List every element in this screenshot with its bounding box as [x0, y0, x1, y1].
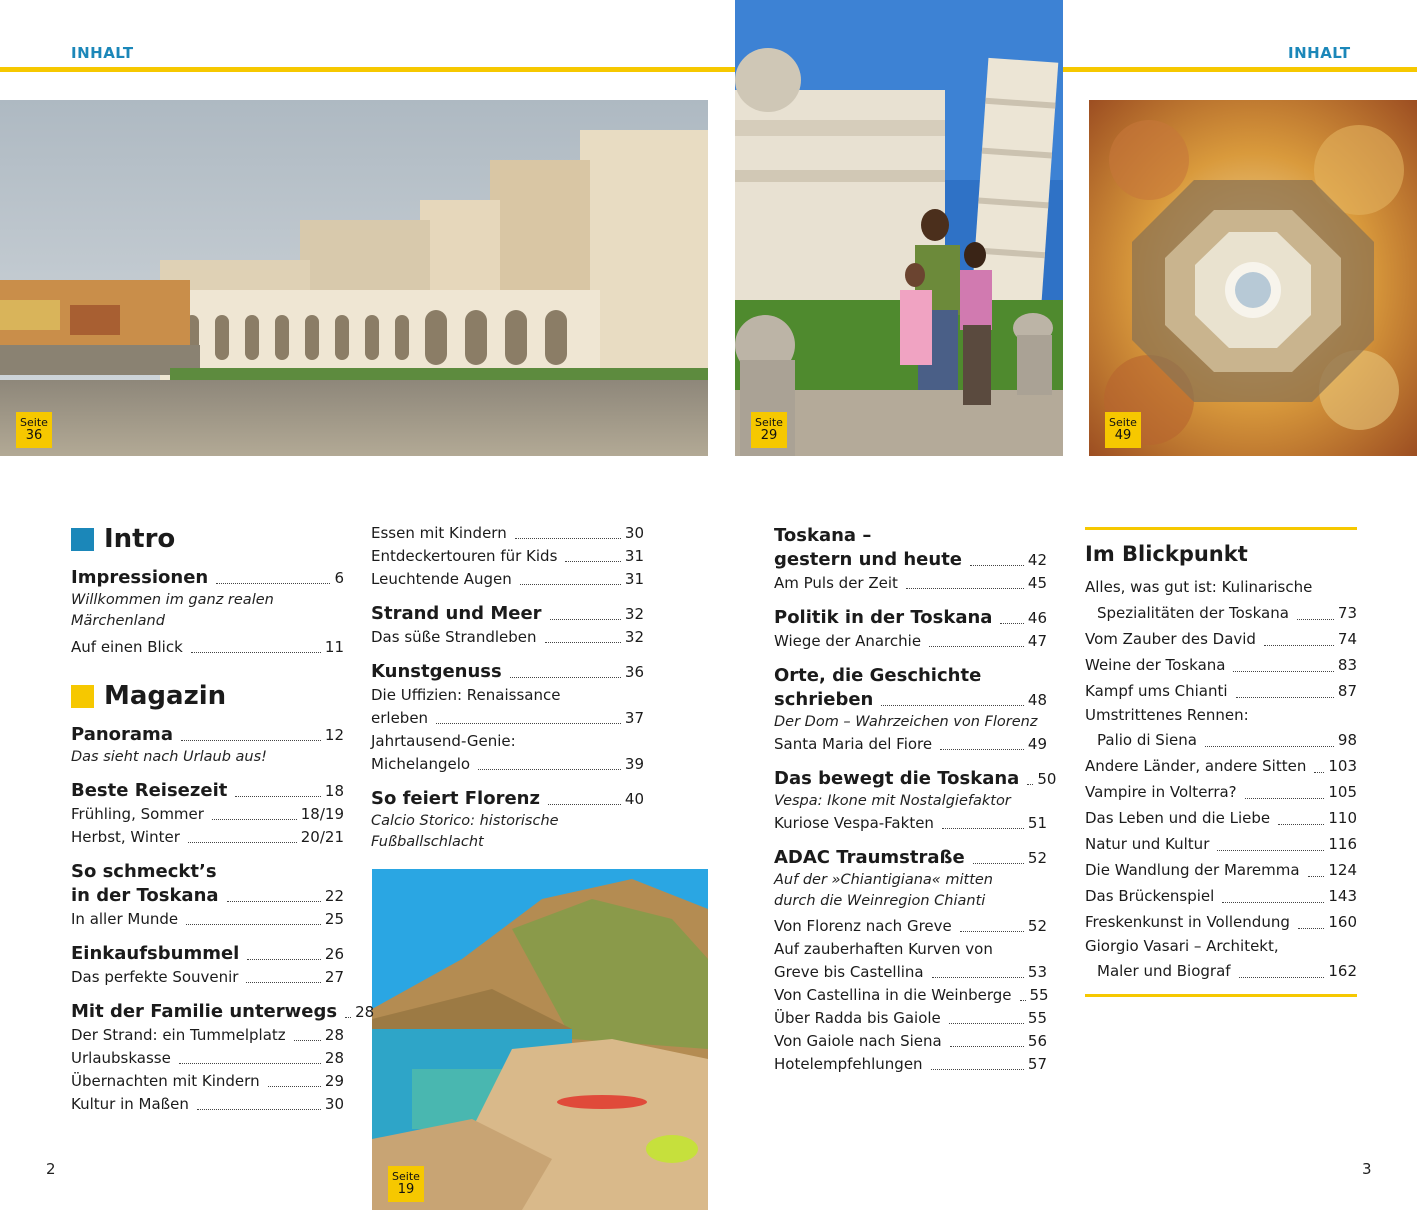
entry-page: 47: [1027, 632, 1047, 650]
toc-entry-beste-reisezeit[interactable]: [71, 779, 344, 803]
entry-label: Die Wandlung der Maremma: [1085, 861, 1300, 879]
toc-entry-kultur-in-massen[interactable]: [71, 1093, 344, 1116]
toc-column-3: [774, 524, 1057, 1087]
entry-label: Am Puls der Zeit: [774, 574, 898, 592]
entry-label: Andere Länder, andere Sitten: [1085, 757, 1307, 775]
toc-entry-bewegt[interactable]: [774, 767, 1057, 791]
entry-page: 11: [324, 638, 344, 656]
toc-entry-santa-maria[interactable]: [774, 733, 1047, 756]
entry-subtitle: Das sieht nach Urlaub aus!: [71, 749, 267, 765]
toc-entry-uffizien[interactable]: [371, 707, 644, 730]
entry-subtitle: Willkommen im ganz realen: [71, 592, 274, 608]
toc-entry-brueckenspiel[interactable]: [1085, 883, 1357, 909]
entry-page: 22: [324, 887, 344, 905]
entry-label: Übernachten mit Kindern: [71, 1072, 260, 1090]
toc-entry-strand-und-meer[interactable]: [371, 602, 644, 626]
entry-label: Vom Zauber des David: [1085, 630, 1256, 648]
toc-entry-fruehling-sommer[interactable]: [71, 803, 344, 826]
yellow-rule-right: [1063, 67, 1417, 72]
toc-entry-familie[interactable]: [71, 1000, 375, 1024]
toc-entry-hotelempfehlungen[interactable]: [774, 1053, 1047, 1076]
entry-label: Weine der Toskana: [1085, 656, 1226, 674]
toc-entry-impressionen[interactable]: [71, 566, 344, 590]
entry-label: Giorgio Vasari – Architekt,: [1085, 937, 1279, 955]
entry-page: 18/19: [300, 805, 344, 823]
entry-title: schrieben: [774, 689, 874, 710]
entry-label: Maler und Biograf: [1097, 962, 1231, 980]
blue-square-icon: [71, 528, 94, 551]
entry-label: Das süße Strandleben: [371, 628, 537, 646]
photo-dome-fresco: [1089, 100, 1417, 456]
entry-label: Kuriose Vespa-Fakten: [774, 814, 934, 832]
entry-title: in der Toskana: [71, 885, 219, 906]
entry-page: 40: [624, 790, 644, 808]
entry-label: Santa Maria del Fiore: [774, 735, 933, 753]
entry-page: 49: [1027, 735, 1047, 753]
toc-entry-david[interactable]: [1085, 626, 1357, 652]
toc-entry-toskana-gestern[interactable]: [774, 548, 1047, 572]
entry-title: ADAC Traumstraße: [774, 847, 965, 868]
badge-page: 36: [25, 428, 43, 443]
entry-page: 45: [1027, 574, 1047, 592]
toc-entry-maremma[interactable]: [1085, 857, 1357, 883]
toc-entry-greve-castellina[interactable]: [774, 961, 1047, 984]
entry-subtitle: Vespa: Ikone mit Nostalgiefaktor: [774, 793, 1011, 809]
entry-title: Orte, die Geschichte: [774, 665, 982, 686]
entry-page: 51: [1027, 814, 1047, 832]
toc-entry-vespa-fakten[interactable]: [774, 812, 1047, 835]
entry-page: 46: [1027, 609, 1047, 627]
blickpunkt-top-rule: [1085, 527, 1357, 530]
toc-entry-strandleben[interactable]: [371, 626, 644, 649]
entry-label: Palio di Siena: [1097, 731, 1197, 749]
entry-page: 73: [1337, 604, 1357, 622]
entry-subtitle: durch die Weinregion Chianti: [774, 893, 986, 909]
toc-entry-in-aller-munde[interactable]: [71, 908, 344, 931]
entry-page: 160: [1328, 913, 1357, 931]
entry-title: Beste Reisezeit: [71, 780, 228, 801]
entry-page: 98: [1337, 731, 1357, 749]
entry-title: Politik in der Toskana: [774, 607, 993, 628]
entry-page: 50: [1037, 770, 1057, 788]
entry-label: Wiege der Anarchie: [774, 632, 922, 650]
entry-page: 32: [624, 605, 644, 623]
toc-entry-adac-traumstrasse[interactable]: [774, 846, 1047, 870]
toc-entry-uebernachten[interactable]: [71, 1070, 344, 1093]
entry-label: Das Leben und die Liebe: [1085, 809, 1271, 827]
intro-title: Intro: [104, 524, 176, 554]
entry-title: Panorama: [71, 724, 173, 745]
entry-page: 32: [624, 628, 644, 646]
entry-page: 28: [324, 1026, 344, 1044]
toc-entry-orte-geschichte[interactable]: [774, 688, 1047, 712]
entry-page: 26: [324, 945, 344, 963]
entry-page: 28: [355, 1003, 375, 1021]
entry-page: 162: [1328, 962, 1357, 980]
yellow-rule-left: [0, 67, 735, 72]
entry-page: 57: [1027, 1055, 1047, 1073]
entry-label: Von Castellina in die Weinberge: [774, 986, 1012, 1004]
entry-title: Impressionen: [71, 567, 209, 588]
entry-page: 28: [324, 1049, 344, 1067]
entry-label: Michelangelo: [371, 755, 471, 773]
toc-column-4: [1085, 542, 1357, 984]
entry-page: 110: [1328, 809, 1357, 827]
toc-entry-anarchie[interactable]: [774, 630, 1047, 653]
entry-page: 105: [1328, 783, 1357, 801]
toc-column-1: [71, 524, 375, 1127]
entry-page: 30: [324, 1095, 344, 1113]
toc-entry-souvenir[interactable]: [71, 966, 344, 989]
entry-page: 116: [1328, 835, 1357, 853]
entry-label: Entdeckertouren für Kids: [371, 547, 558, 565]
toc-entry-andere-laender[interactable]: [1085, 753, 1357, 779]
toc-column-2: [371, 522, 644, 864]
entry-page: 87: [1337, 682, 1357, 700]
entry-label: Greve bis Castellina: [774, 963, 924, 981]
toc-entry-leuchtende-augen[interactable]: [371, 568, 644, 591]
magazin-title: Magazin: [104, 681, 227, 711]
entry-page: 31: [624, 570, 644, 588]
toc-entry-kulinarische[interactable]: [1085, 600, 1357, 626]
page-badge-coast: [388, 1166, 424, 1202]
entry-subtitle: Fußballschlacht: [371, 834, 484, 850]
entry-label: Urlaubskasse: [71, 1049, 171, 1067]
toc-entry-palio[interactable]: [1085, 727, 1357, 753]
entry-label: Auf zauberhaften Kurven von: [774, 940, 993, 958]
toc-entry-panorama[interactable]: [71, 723, 344, 747]
badge-label: Seite: [20, 416, 48, 429]
entry-subtitle: Auf der »Chiantigiana« mitten: [774, 872, 993, 888]
badge-label: Seite: [392, 1170, 420, 1183]
entry-page: 6: [334, 569, 344, 587]
entry-label: Alles, was gut ist: Kulinarische: [1085, 578, 1313, 596]
page-number-left: 2: [46, 1160, 56, 1178]
entry-title: Das bewegt die Toskana: [774, 768, 1020, 789]
entry-label: Natur und Kultur: [1085, 835, 1210, 853]
photo-coast-beach: [372, 869, 708, 1210]
entry-subtitle: Calcio Storico: historische: [371, 813, 559, 829]
entry-page: 53: [1027, 963, 1047, 981]
entry-page: 55: [1027, 1009, 1047, 1027]
badge-page: 19: [397, 1182, 415, 1197]
toc-entry-natur-kultur[interactable]: [1085, 831, 1357, 857]
toc-entry-castellina-weinberge[interactable]: [774, 984, 1047, 1007]
entry-label: Herbst, Winter: [71, 828, 180, 846]
entry-page: 103: [1328, 757, 1357, 775]
entry-label: Auf einen Blick: [71, 638, 183, 656]
entry-page: 42: [1027, 551, 1047, 569]
entry-label: Essen mit Kindern: [371, 524, 507, 542]
entry-label: In aller Munde: [71, 910, 179, 928]
entry-label: Von Gaiole nach Siena: [774, 1032, 942, 1050]
toc-entry-kunstgenuss[interactable]: [371, 660, 644, 684]
entry-page: 37: [624, 709, 644, 727]
photo-pisa-tower: [735, 0, 1063, 456]
entry-title: Einkaufsbummel: [71, 943, 240, 964]
entry-label: Von Florenz nach Greve: [774, 917, 952, 935]
toc-entry-entdeckertouren[interactable]: [371, 545, 644, 568]
toc-entry-vasari[interactable]: [1085, 958, 1357, 984]
entry-title: Toskana –: [774, 525, 872, 546]
toc-entry-florenz-greve[interactable]: [774, 915, 1047, 938]
yellow-square-icon: [71, 685, 94, 708]
entry-page: 30: [624, 524, 644, 542]
entry-label: Über Radda bis Gaiole: [774, 1009, 941, 1027]
entry-label: Das Brückenspiel: [1085, 887, 1215, 905]
entry-label: Die Uffizien: Renaissance: [371, 686, 561, 704]
photo-florence-arno: [0, 100, 708, 456]
badge-page: 29: [760, 428, 778, 443]
entry-page: 31: [624, 547, 644, 565]
entry-label: Frühling, Sommer: [71, 805, 204, 823]
entry-page: 55: [1029, 986, 1049, 1004]
entry-title: Mit der Familie unterwegs: [71, 1001, 338, 1022]
entry-label: erleben: [371, 709, 429, 727]
toc-entry-radda-gaiole[interactable]: [774, 1007, 1047, 1030]
entry-page: 48: [1027, 691, 1047, 709]
toc-entry-urlaubskasse[interactable]: [71, 1047, 344, 1070]
entry-page: 83: [1337, 656, 1357, 674]
entry-page: 39: [624, 755, 644, 773]
entry-title: Kunstgenuss: [371, 661, 502, 682]
entry-title: gestern und heute: [774, 549, 963, 570]
entry-page: 25: [324, 910, 344, 928]
toc-entry-politik[interactable]: [774, 606, 1047, 630]
toc-entry-gaiole-siena[interactable]: [774, 1030, 1047, 1053]
entry-subtitle: Der Dom – Wahrzeichen von Florenz: [774, 714, 1038, 730]
toc-entry-vampire[interactable]: [1085, 779, 1357, 805]
entry-label: Jahrtausend-Genie:: [371, 732, 516, 750]
toc-entry-so-feiert-florenz[interactable]: [371, 787, 644, 811]
entry-page: 52: [1027, 917, 1047, 935]
toc-entry-chianti[interactable]: [1085, 678, 1357, 704]
section-header-left: INHALT: [71, 44, 134, 62]
entry-title: So feiert Florenz: [371, 788, 540, 809]
entry-page: 143: [1328, 887, 1357, 905]
entry-page: 56: [1027, 1032, 1047, 1050]
toc-entry-michelangelo[interactable]: [371, 753, 644, 776]
toc-entry-einkaufsbummel[interactable]: [71, 942, 344, 966]
badge-label: Seite: [755, 416, 783, 429]
entry-label: Freskenkunst in Vollendung: [1085, 913, 1290, 931]
blickpunkt-bottom-rule: [1085, 994, 1357, 997]
entry-subtitle: Märchenland: [71, 613, 165, 629]
toc-entry-auf-einen-blick[interactable]: [71, 636, 344, 659]
entry-label: Kultur in Maßen: [71, 1095, 189, 1113]
entry-label: Hotelempfehlungen: [774, 1055, 923, 1073]
section-title-intro: [71, 524, 344, 554]
badge-page: 49: [1114, 428, 1132, 443]
toc-entry-puls-der-zeit[interactable]: [774, 572, 1047, 595]
page-badge-florence: [16, 412, 52, 448]
entry-page: 52: [1027, 849, 1047, 867]
entry-label: Kampf ums Chianti: [1085, 682, 1228, 700]
entry-label: Der Strand: ein Tummelplatz: [71, 1026, 286, 1044]
entry-title: So schmeckt’s: [71, 861, 217, 882]
page-number-right: 3: [1362, 1160, 1372, 1178]
entry-page: 27: [324, 968, 344, 986]
entry-label: Umstrittenes Rennen:: [1085, 706, 1249, 724]
entry-page: 74: [1337, 630, 1357, 648]
blickpunkt-title: Im Blickpunkt: [1085, 542, 1248, 566]
section-header-right: INHALT: [1288, 44, 1351, 62]
entry-page: 18: [324, 782, 344, 800]
entry-page: 36: [624, 663, 644, 681]
entry-page: 124: [1328, 861, 1357, 879]
page-badge-pisa: [751, 412, 787, 448]
entry-label: Leuchtende Augen: [371, 570, 512, 588]
entry-page: 29: [324, 1072, 344, 1090]
toc-entry-so-schmeckts[interactable]: [71, 884, 344, 908]
entry-title: Strand und Meer: [371, 603, 542, 624]
badge-label: Seite: [1109, 416, 1137, 429]
entry-page: 20/21: [300, 828, 344, 846]
entry-page: 12: [324, 726, 344, 744]
toc-entry-leben-liebe[interactable]: [1085, 805, 1357, 831]
page-badge-dome: [1105, 412, 1141, 448]
section-title-magazin: [71, 681, 344, 711]
toc-entry-weine[interactable]: [1085, 652, 1357, 678]
entry-label: Das perfekte Souvenir: [71, 968, 239, 986]
toc-entry-strand-tummelplatz[interactable]: [71, 1024, 344, 1047]
toc-entry-herbst-winter[interactable]: [71, 826, 344, 849]
toc-entry-essen-mit-kindern[interactable]: [371, 522, 644, 545]
toc-entry-freskenkunst[interactable]: [1085, 909, 1357, 935]
entry-label: Spezialitäten der Toskana: [1097, 604, 1289, 622]
entry-label: Vampire in Volterra?: [1085, 783, 1237, 801]
